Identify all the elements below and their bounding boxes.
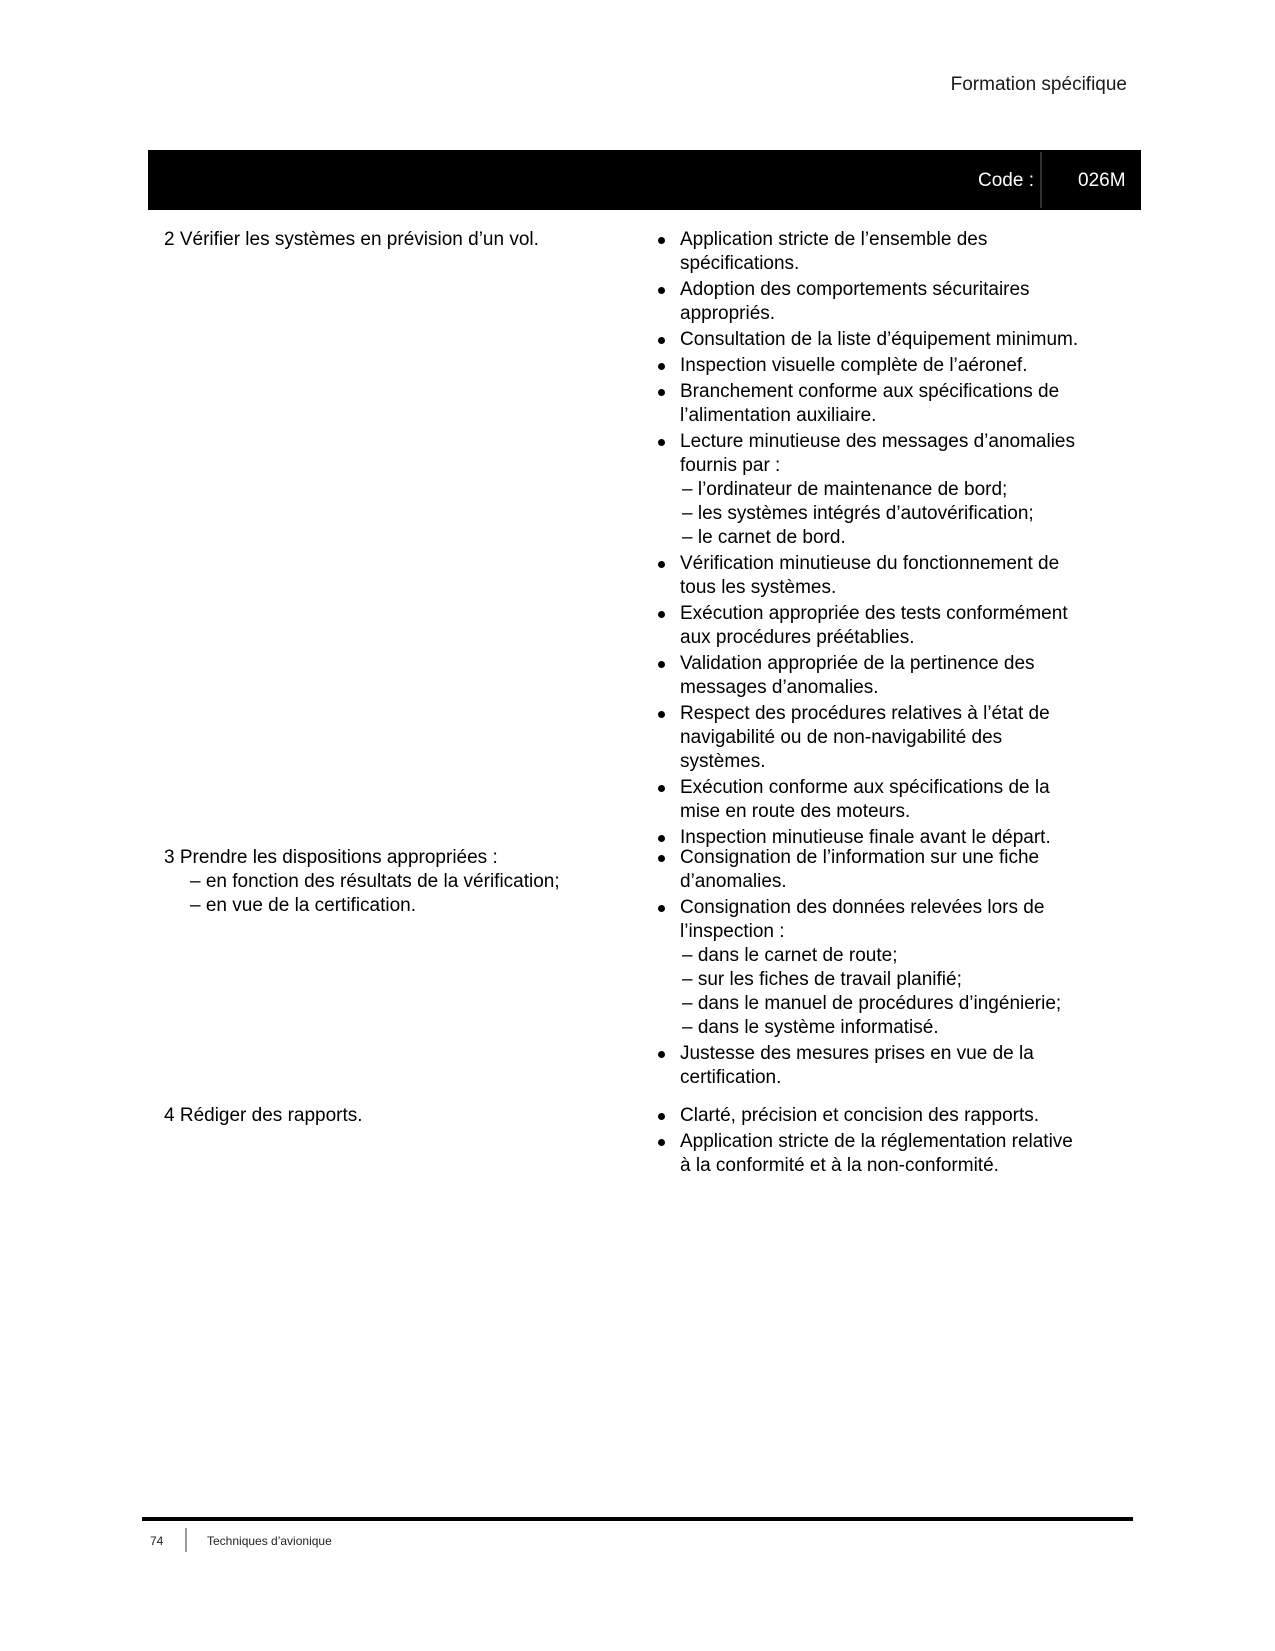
performance-criterion-line: Branchement conforme aux spécifications de [680, 381, 1060, 402]
performance-criterion-line: Adoption des comportements sécuritaires [680, 279, 1030, 300]
performance-criterion-subitem: – dans le manuel de procédures d’ingénierie; [682, 993, 1062, 1014]
performance-criterion-line: Validation appropriée de la pertinence des [680, 653, 1035, 674]
criterion-text: 3 Prendre les dispositions appropriées : [164, 847, 498, 868]
performance-criterion-line: Respect des procédures relatives à l’état de [680, 703, 1050, 724]
performance-criterion-line: Exécution appropriée des tests conformément [680, 603, 1068, 624]
bullet-icon [658, 661, 665, 668]
performance-criterion-line: Vérification minutieuse du fonctionnement de [680, 553, 1060, 574]
code-value: 026M [1078, 170, 1126, 191]
performance-criterion-line: Inspection visuelle complète de l’aéronef. [680, 355, 1028, 376]
bullet-icon [658, 287, 665, 294]
performance-criterion-line: d’anomalies. [680, 871, 787, 892]
bullet-icon [658, 1051, 665, 1058]
code-label: Code : [978, 170, 1034, 191]
bullet-icon [658, 785, 665, 792]
document-section-title: Formation spécifique [950, 74, 1127, 95]
performance-criterion-line: Justesse des mesures prises en vue de la [680, 1043, 1034, 1064]
performance-criterion-line: messages d’anomalies. [680, 677, 879, 698]
performance-criterion-subitem: – le carnet de bord. [682, 527, 846, 548]
performance-criterion-line: appropriés. [680, 303, 776, 324]
performance-criterion-line: Exécution conforme aux spécifications de la [680, 777, 1050, 798]
performance-criterion-line: à la conformité et à la non-conformité. [680, 1155, 999, 1176]
bullet-icon [658, 611, 665, 618]
bullet-icon [658, 363, 665, 370]
performance-criterion-line: Consultation de la liste d’équipement minimum. [680, 329, 1079, 350]
bullet-icon [658, 389, 665, 396]
performance-criterion-line: certification. [680, 1067, 782, 1088]
page-number: 74 [150, 1534, 164, 1548]
performance-criterion-line: aux procédures préétablies. [680, 627, 915, 648]
criterion-subitem: – en vue de la certification. [190, 895, 417, 916]
bullet-icon [658, 439, 665, 446]
performance-criterion-line: Clarté, précision et concision des rapports. [680, 1105, 1040, 1126]
criterion-subitem: – en fonction des résultats de la vérification; [190, 871, 560, 892]
footer-rule [142, 1517, 1133, 1521]
code-separator [1040, 152, 1042, 208]
performance-criterion-subitem: – dans le carnet de route; [682, 945, 898, 966]
criterion-text: 2 Vérifier les systèmes en prévision d’un vol. [164, 229, 539, 250]
criterion-text: 4 Rédiger des rapports. [164, 1105, 363, 1126]
bullet-icon [658, 905, 665, 912]
bullet-icon [658, 835, 665, 842]
footer-title: Techniques d’avionique [207, 1534, 332, 1548]
performance-criterion-subitem: – sur les fiches de travail planifié; [682, 969, 962, 990]
performance-criterion-line: tous les systèmes. [680, 577, 837, 598]
bullet-icon [658, 1113, 665, 1120]
performance-criterion-subitem: – les systèmes intégrés d’autovérification; [682, 503, 1034, 524]
footer-separator [185, 1528, 187, 1552]
performance-criterion-line: mise en route des moteurs. [680, 801, 911, 822]
performance-criterion-line: Consignation des données relevées lors de [680, 897, 1045, 918]
bullet-icon [658, 237, 665, 244]
performance-criterion-subitem: – dans le système informatisé. [682, 1017, 939, 1038]
performance-criterion-line: Lecture minutieuse des messages d’anomalies [680, 431, 1075, 452]
performance-criterion-line: navigabilité ou de non-navigabilité des [680, 727, 1003, 748]
bullet-icon [658, 561, 665, 568]
performance-criterion-line: systèmes. [680, 751, 766, 772]
bullet-icon [658, 855, 665, 862]
bullet-icon [658, 1139, 665, 1146]
performance-criterion-line: Application stricte de la réglementation relative [680, 1131, 1073, 1152]
performance-criterion-subitem: – l’ordinateur de maintenance de bord; [682, 479, 1008, 500]
performance-criterion-line: l’inspection : [680, 921, 785, 942]
performance-criterion-line: fournis par : [680, 455, 781, 476]
bullet-icon [658, 337, 665, 344]
performance-criterion-line: l’alimentation auxiliaire. [680, 405, 877, 426]
bullet-icon [658, 711, 665, 718]
performance-criterion-line: Application stricte de l’ensemble des [680, 229, 988, 250]
performance-criterion-line: Consignation de l’information sur une fiche [680, 847, 1040, 868]
performance-criterion-line: spécifications. [680, 253, 800, 274]
performance-criterion-line: Inspection minutieuse finale avant le départ. [680, 827, 1051, 848]
